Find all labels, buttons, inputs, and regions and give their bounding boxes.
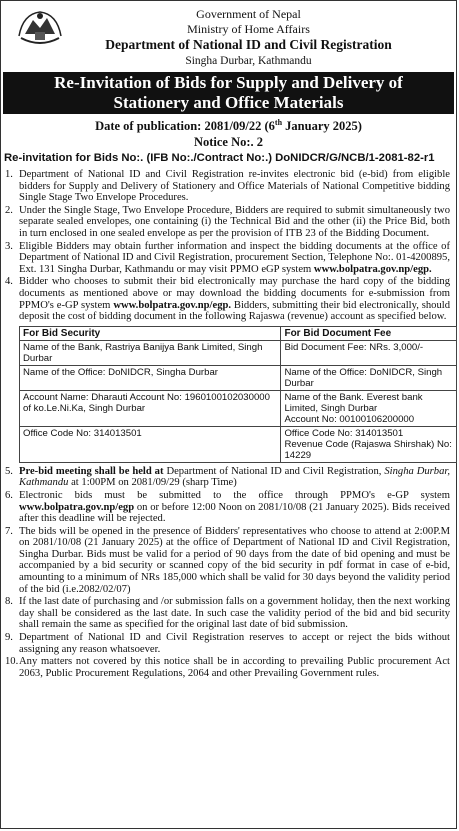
list-item: 1. Department of National ID and Civil Registration re-invites electronic bid (e-bid) from eligible bidders for Supply and Delivery of Stationery and Office Materials of National Competitive bidding Single Stage Two Envelope Procedures. (5, 169, 450, 204)
egp-link[interactable]: www.bolpatra.gov.np/egp (19, 501, 135, 513)
header-ministry: Ministry of Home Affairs (187, 22, 310, 36)
table-cell: Name of the Office: DoNIDCR, Singha Durbar (20, 365, 281, 390)
egp-link[interactable]: www.bolpatra.gov.np/egp. (113, 299, 232, 311)
list-item: 8. If the last date of purchasing and /or submission falls on a government holiday, then the next working day shall be considered as the last date. In such case the validity period of the bid and bid security shall remain the same as specified for the original last date of bid submission. (5, 596, 450, 631)
table-header: For Bid Security (20, 326, 281, 340)
publication-date: Date of publication: 2081/09/22 (6th January 2025) (95, 118, 362, 134)
header-government: Government of Nepal (196, 7, 301, 21)
table-header: For Bid Document Fee (281, 326, 457, 340)
table-cell: Name of the Bank. Everest bank Limited, Singh Durbar Account No: 00100106200000 (281, 390, 457, 426)
header-department: Department of National ID and Civil Registration (105, 37, 392, 52)
table-cell: Name of the Bank, Rastriya Banijya Bank Limited, Singh Durbar (20, 340, 281, 365)
table-cell: Account Name: Dharauti Account No: 1960100102030000 of ko.Le.Ni.Ka, Singh Durbar (20, 390, 281, 426)
title-line-2: Stationery and Office Materials (113, 93, 344, 112)
table-cell: Name of the Office: DoNIDCR, Singh Durbar (281, 365, 457, 390)
notice-items (5, 169, 450, 680)
reinvitation-number: Re-invitation for Bids No:. (IFB No:./Contract No:.) DoNIDCR/G/NCB/1-2081-82-r1 (4, 152, 435, 164)
list-item: 3. Eligible Bidders may obtain further information and inspect the bidding documents at the office of Department of National ID and Civil Registration, procurement Section, Telephone No:. 01-4200895, Ext. 131 Singha Durbar, Kathmandu or may visit PPMO eGP system www.bolpatra.gov.np/egp. (5, 240, 450, 275)
list-item: 2. Under the Single Stage, Two Envelope Procedure, Bidders are required to submit simultaneously two separate sealed envelopes, one containing (i) the Technical Bid and the other (ii) the Price Bid, both in turn enclosed in one sealed envelope as per the provision of ITB 23 of the Bidding Document. (5, 204, 450, 239)
title-line-1: Re-Invitation of Bids for Supply and Delivery of (54, 73, 403, 92)
list-item: 5. Pre-bid meeting shall be held at Department of National ID and Civil Registration, Singha Durbar, Kathmandu at 1:00PM on 2081/09/29 (sharp Time) (5, 465, 450, 489)
list-item: 9. Department of National ID and Civil Registration reserves to accept or reject the bids without assigning any reason whatsoever. (5, 632, 450, 655)
list-item: 10. Any matters not covered by this notice shall be in according to prevailing Public procurement Act 2063, Public Procurement Regulations, 2064 and other Prevailing Government rules. (5, 656, 450, 679)
list-item: 4. Bidder who chooses to submit their bid electronically may purchase the hard copy of the bidding documents as mentioned above or may download the bidding documents for e-submission from PPMO's e-GP system www.bolpatra.gov.np/egp. Bidders, submitting their bid electronically, should deposit the cost of bidding document in the following Rajaswa (revenue) account as specified below. (5, 276, 450, 323)
egp-link[interactable]: www.bolpatra.gov.np/egp. (313, 263, 432, 275)
list-item: 7. The bids will be opened in the presence of Bidders' representatives who choose to attend at 2:00P.M on 2081/10/08 (21 January 2025) at the office of Department of National ID and Civil Registration, Singha Durbar. Bids must be valid for a period of 90 days from the date of bid opening and must be accompanied by a bid security or scanned copy of the bid security in pdf format in case of e-bid, amounting to a minimum of NRs 185,000 which shall be valid for 30 days beyond the validity period of the bid (i.e.2082/02/07) (5, 525, 450, 595)
payment-table (19, 326, 457, 463)
notice-number: Notice No:. 2 (193, 135, 264, 149)
list-item: 6. Electronic bids must be submitted to the office through PPMO's e-GP system www.bolpatra.gov.np/egp on or before 12:00 Noon on 2081/10/08 (21 January 2025). Bids received after this deadline will be rejected. (5, 489, 450, 525)
table-cell: Bid Document Fee: NRs. 3,000/- (281, 340, 457, 365)
notice-title-banner (3, 72, 454, 114)
table-cell: Office Code No: 314013501 (20, 426, 281, 462)
table-cell: Office Code No: 314013501 Revenue Code (Rajaswa Shirshak) No: 14229 (281, 426, 457, 462)
header-address: Singha Durbar, Kathmandu (185, 55, 312, 67)
